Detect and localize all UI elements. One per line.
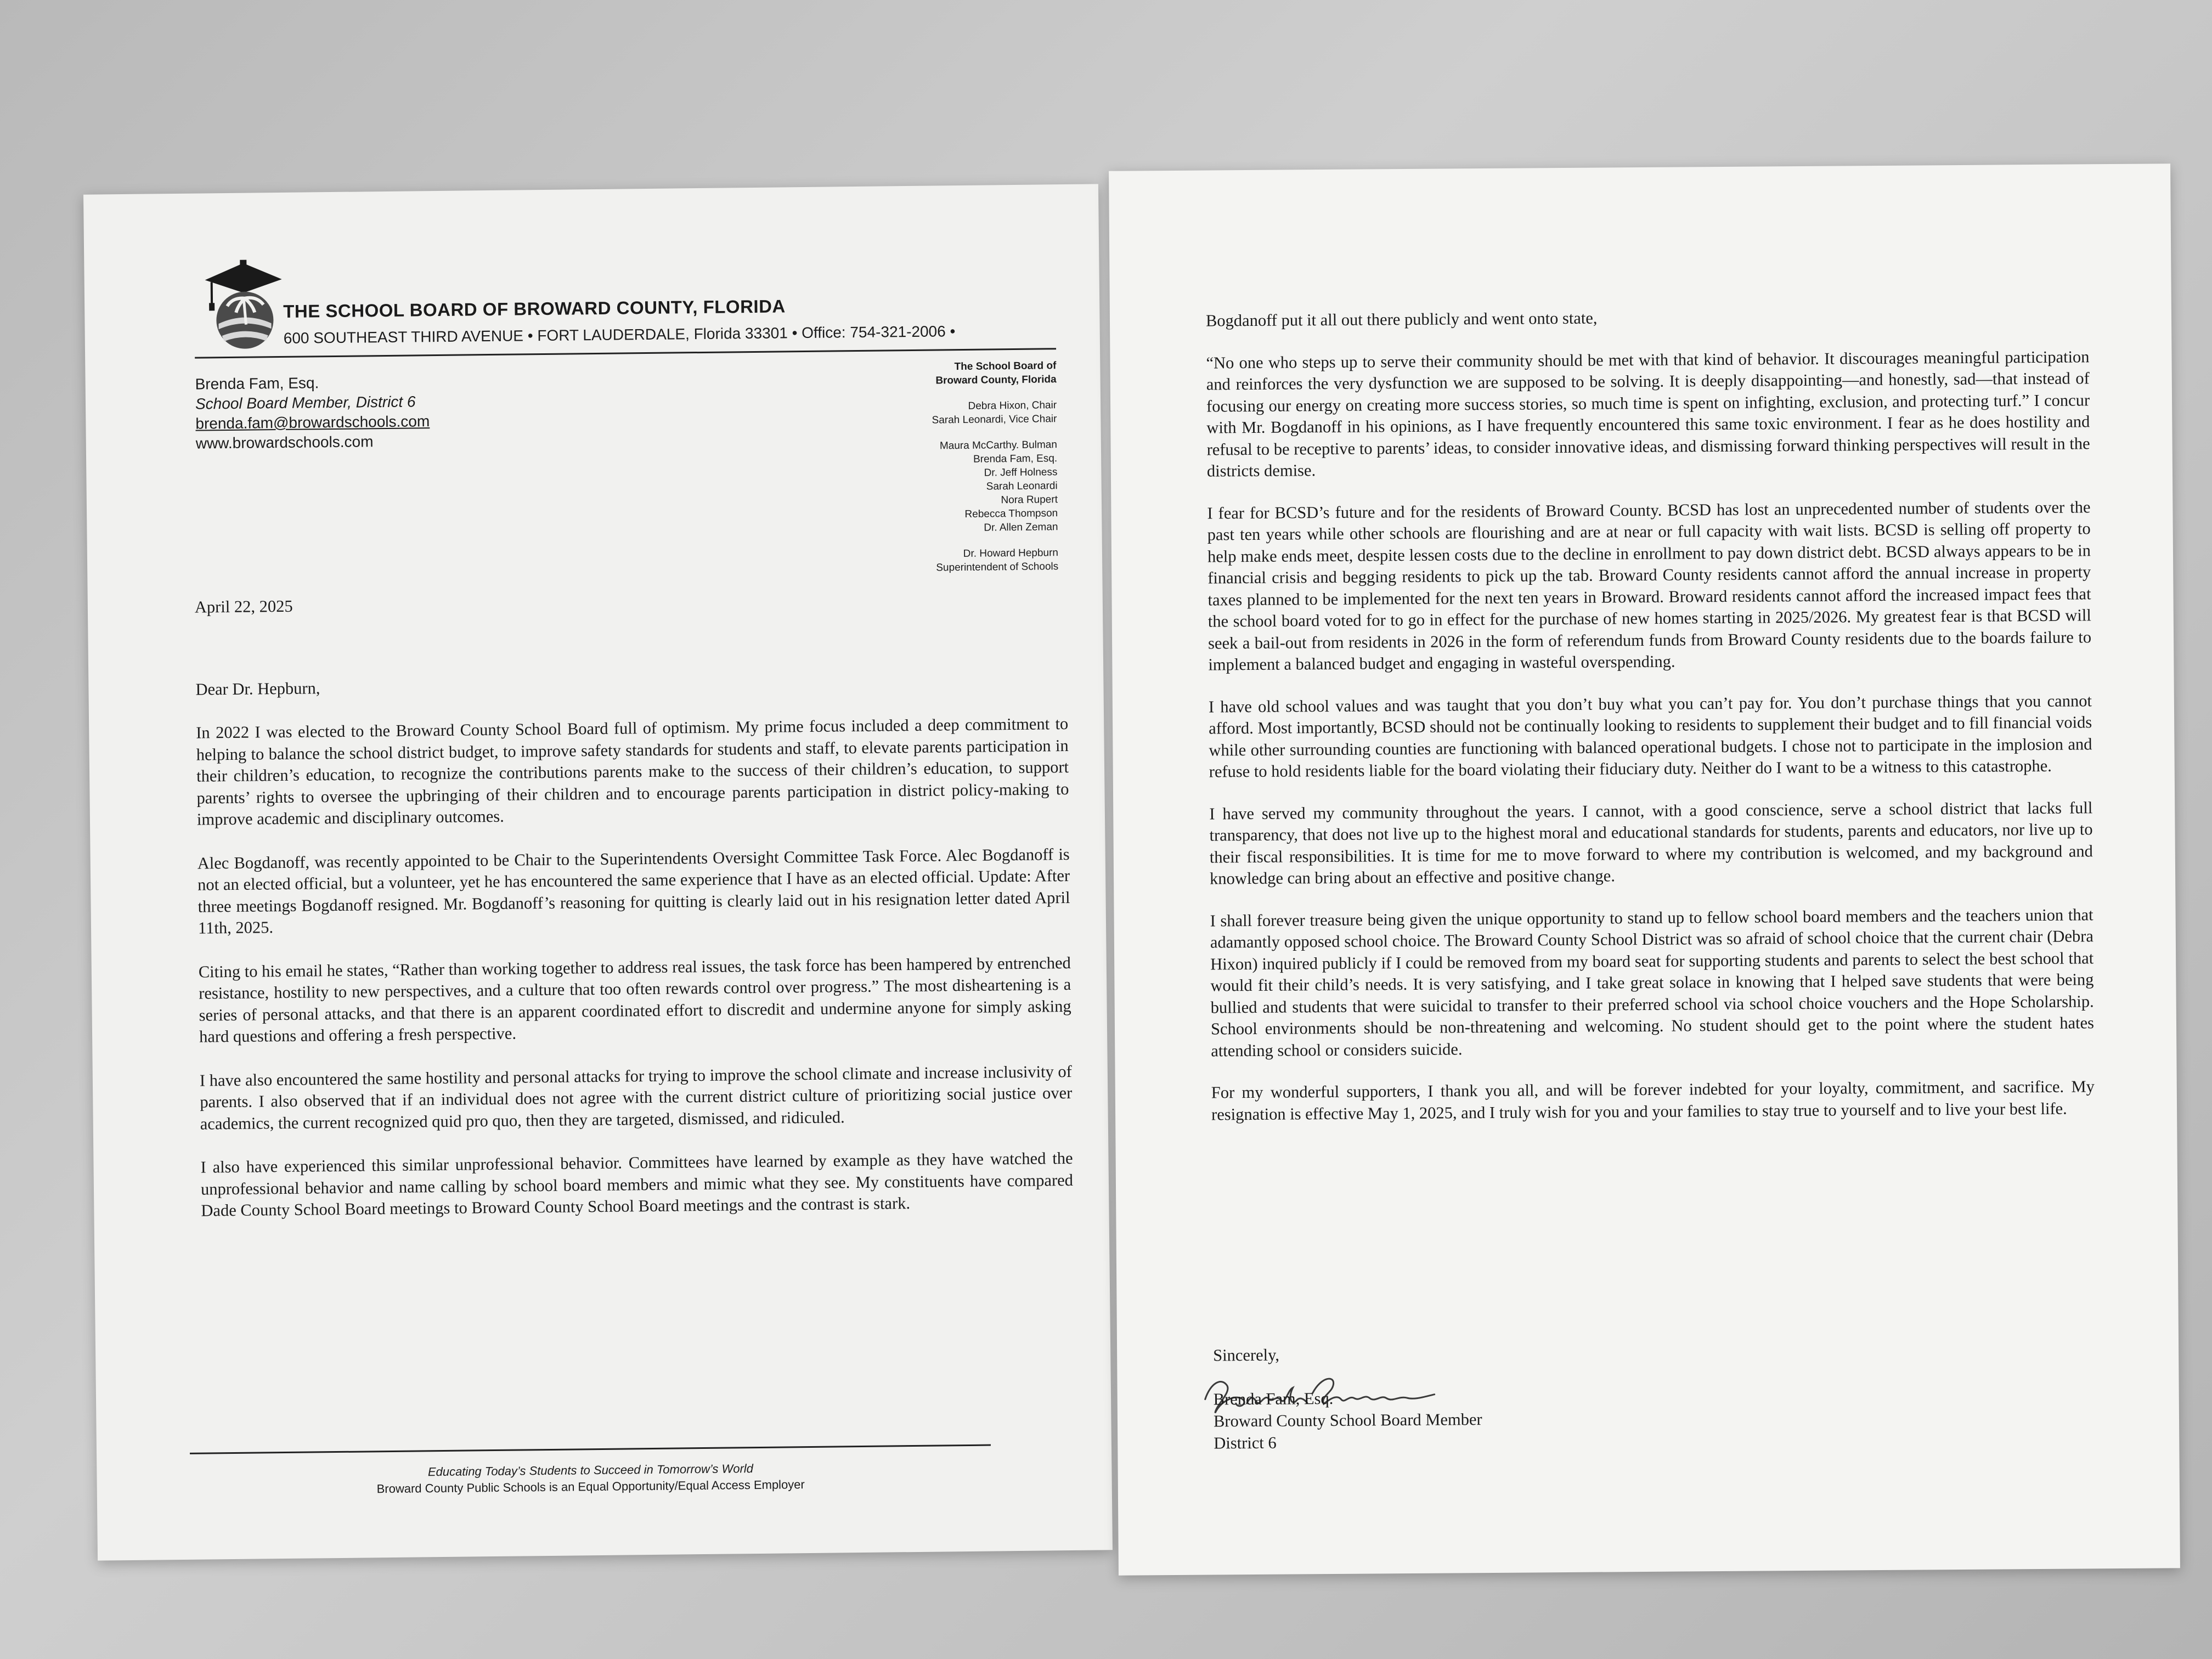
board-vice-chair: Sarah Leonardi, Vice Chair xyxy=(932,413,1057,426)
letter-footer xyxy=(190,1458,991,1499)
signer-district: District 6 xyxy=(1214,1433,1277,1453)
paragraph: I have served my community throughout the years. I cannot, with a good conscience, serve a school district that lacks full transparency, that does not live up to the highest moral and educational standards for students, parents and educators, nor live up to their fiscal responsibilities. It is time for me to move forward to where my contribution is welcomed, and my background and knowledge can bring about an effective and positive change. xyxy=(1209,798,2093,888)
board-heading-line2: Broward County, Florida xyxy=(935,374,1057,387)
signer-name: Brenda Fam, Esq. xyxy=(1213,1389,1334,1409)
member-contact-block xyxy=(195,372,430,453)
footer-motto: Educating Today’s Students to Succeed in Tomorrow’s World xyxy=(427,1462,754,1479)
board-member: Brenda Fam, Esq. xyxy=(973,453,1058,465)
salutation: Dear Dr. Hepburn, xyxy=(195,678,320,699)
board-heading-line1: The School Board of xyxy=(954,360,1057,373)
paragraph: “No one who steps up to serve their community should be met with that kind of behavior. It discourages meaningful participation and reinforces the very dysfunction we are supposed to be solving. It is deeply disappointing—and honestly, sad—that instead of focusing our energy on creating more success stories, so much time is spent on infighting, exclusion, and protecting turf.” I concur with Mr. Bogdanoff in his opinions, as I have frequently encountered this same toxic environment. I fear as he does hostility and refusal to be receptive to parents’ ideas, to consider innovative ideas, and dismissing forward thinking perspectives will result in the districts demise. xyxy=(1206,347,2090,481)
signer-title: Broward County School Board Member xyxy=(1213,1410,1482,1431)
member-email-link[interactable]: brenda.fam@browardschools.com xyxy=(195,413,430,432)
paragraph: I fear for BCSD’s future and for the residents of Broward County. BCSD has lost an unprecedented number of students over the past ten years while other schools are flourishing and are at near or full capacity with wait lists. BCSD is selling off property to help make ends meet, despite lessen costs due to the decline in enrollment to pay down district debt. BCSD always appears to be in financial crisis and begging residents to pick up the tab. Broward County residents cannot afford the annual increase in property taxes planned to be implemented for the next ten years in Broward. Broward residents cannot afford the increased impact fees that the school board voted for to go in effect for the purchase of new homes starting in 2025/2026. My greatest fear is that BCSD will seek a bail-out from residents in 2026 in the form of referendum funds from Broward County residents due to the boards failure to implement a balanced budget and engaging in wasteful overspending. xyxy=(1207,497,2092,674)
board-member: Sarah Leonardi xyxy=(986,480,1058,493)
board-member: Maura McCarthy. Bulman xyxy=(939,439,1057,452)
paragraph: For my wonderful supporters, I thank you all, and will be forever indebted for your loyalty, commitment, and sacrifice. My resignation is effective May 1, 2025, and I truly wish for you and your families to stay true to yourself and to live your best life. xyxy=(1211,1077,2095,1124)
paragraph: I also have experienced this similar unprofessional behavior. Committees have learned by example as they have watched the unprofessional behavior and name calling by school board members and mimic what they see. My constituents have compared Dade County School Board meetings to Broward County School Board meetings and the contrast is stark. xyxy=(200,1148,1074,1220)
paragraph: I shall forever treasure being given the unique opportunity to stand up to fellow school board members and the teachers union that adamantly opposed school choice. The Broward County School District was so afraid of school choice that the current chair (Debra Hixon) inquired publicly if I could be removed from my board seat for supporting students and parents to select the best school that would fit their child’s needs. It is very satisfying, and I take great solace in knowing that I helped save students that were being bullied and students that were suicidal to transfer to their preferred school via school choice vouchers and the Hope Scholarship. School environments should be non-threatening and welcoming. No student should get to the point where the student hates attending school or considers suicide. xyxy=(1210,905,2095,1060)
member-name: Brenda Fam, Esq. xyxy=(195,374,319,393)
school-board-logo-icon xyxy=(199,258,288,353)
paragraph: I have also encountered the same hostility and personal attacks for trying to improve the school climate and increase inclusivity of parents. I also observed that if an individual does not agree with the current district culture of prioritizing social justice over academics, the current recognized quid pro quo, then they are targeted, dismissed, and ridiculed. xyxy=(199,1062,1073,1133)
board-member: Dr. Jeff Holness xyxy=(984,466,1058,479)
letter-page-2 xyxy=(1109,163,2180,1575)
board-chair: Debra Hixon, Chair xyxy=(968,399,1057,412)
footer-divider xyxy=(190,1444,991,1454)
letter-date: April 22, 2025 xyxy=(194,596,293,617)
paragraph: Bogdanoff put it all out there publicly and went onto state, xyxy=(1205,308,1598,330)
signature-block xyxy=(1214,1386,1482,1454)
website-link[interactable]: www.browardschools.com xyxy=(195,433,374,452)
letterhead-divider xyxy=(195,348,1056,358)
board-roster xyxy=(826,359,1058,575)
org-address: 600 SOUTHEAST THIRD AVENUE • FORT LAUDERDALE, Florida 33301 • Office: 754-321-2006 • xyxy=(283,323,956,347)
paragraph: Alec Bogdanoff, was recently appointed to be Chair to the Superintendents Oversight Committee Task Force. Alec Bogdanoff is not an elected official, but a volunteer, yet he has encountered the same experience that I have as an elected official. Update: After three meetings Bogdanoff resigned. Mr. Bogdanoff’s reasoning for quitting is clearly laid out in his resignation letter dated April 11th, 2025. xyxy=(197,844,1070,938)
member-title: School Board Member, District 6 xyxy=(195,393,416,413)
superintendent-title: Superintendent of Schools xyxy=(936,561,1059,574)
board-member: Dr. Allen Zeman xyxy=(984,521,1058,534)
letter-body-page-1 xyxy=(195,588,1074,1244)
letter-body-page-2 xyxy=(1206,304,2095,1146)
letter-page-1 xyxy=(83,184,1113,1560)
paragraph: I have old school values and was taught that you don’t buy what you can’t pay for. You don’t purchase things that you cannot afford. Most importantly, BCSD should not be continually looking to residents to supplement their budget and to fill financial voids while other surrounding counties are functioning with balanced operational budgets. I chose not to participate in the implosion and refuse to hold residents liable for the board violating their fiduciary duty. Neither do I want to be a witness to this catastrophe. xyxy=(1208,691,2092,781)
board-member: Nora Rupert xyxy=(1001,494,1058,506)
paragraph: In 2022 I was elected to the Broward County School Board full of optimism. My prime focus included a deep commitment to helping to balance the school district budget, to improve safety standards for students and staff, to elevate parents participation in their children’s education, to recognize the contributions parents make to the success of their children’s education, to support parents’ rights to oversee the upbringing of their children and to encourage parents participation in district policy-making to improve academic and disciplinary outcomes. xyxy=(196,714,1069,829)
board-member: Rebecca Thompson xyxy=(964,507,1058,520)
paragraph: Citing to his email he states, “Rather than working together to address real issues, the task force has been hampered by entrenched resistance, hostility to new perspectives, and a culture that too often rewards control over progress.” The most disheartening is a series of personal attacks, and that there is an apparent coordinated effort to discredit and undermine anyone for simply asking hard questions and offering a fresh perspective. xyxy=(198,953,1071,1046)
org-name: THE SCHOOL BOARD OF BROWARD COUNTY, FLORIDA xyxy=(283,296,786,321)
footer-eeo: Broward County Public Schools is an Equal Opportunity/Equal Access Employer xyxy=(376,1477,805,1496)
closing: Sincerely, xyxy=(1213,1345,1280,1365)
superintendent-name: Dr. Howard Hepburn xyxy=(963,547,1059,560)
